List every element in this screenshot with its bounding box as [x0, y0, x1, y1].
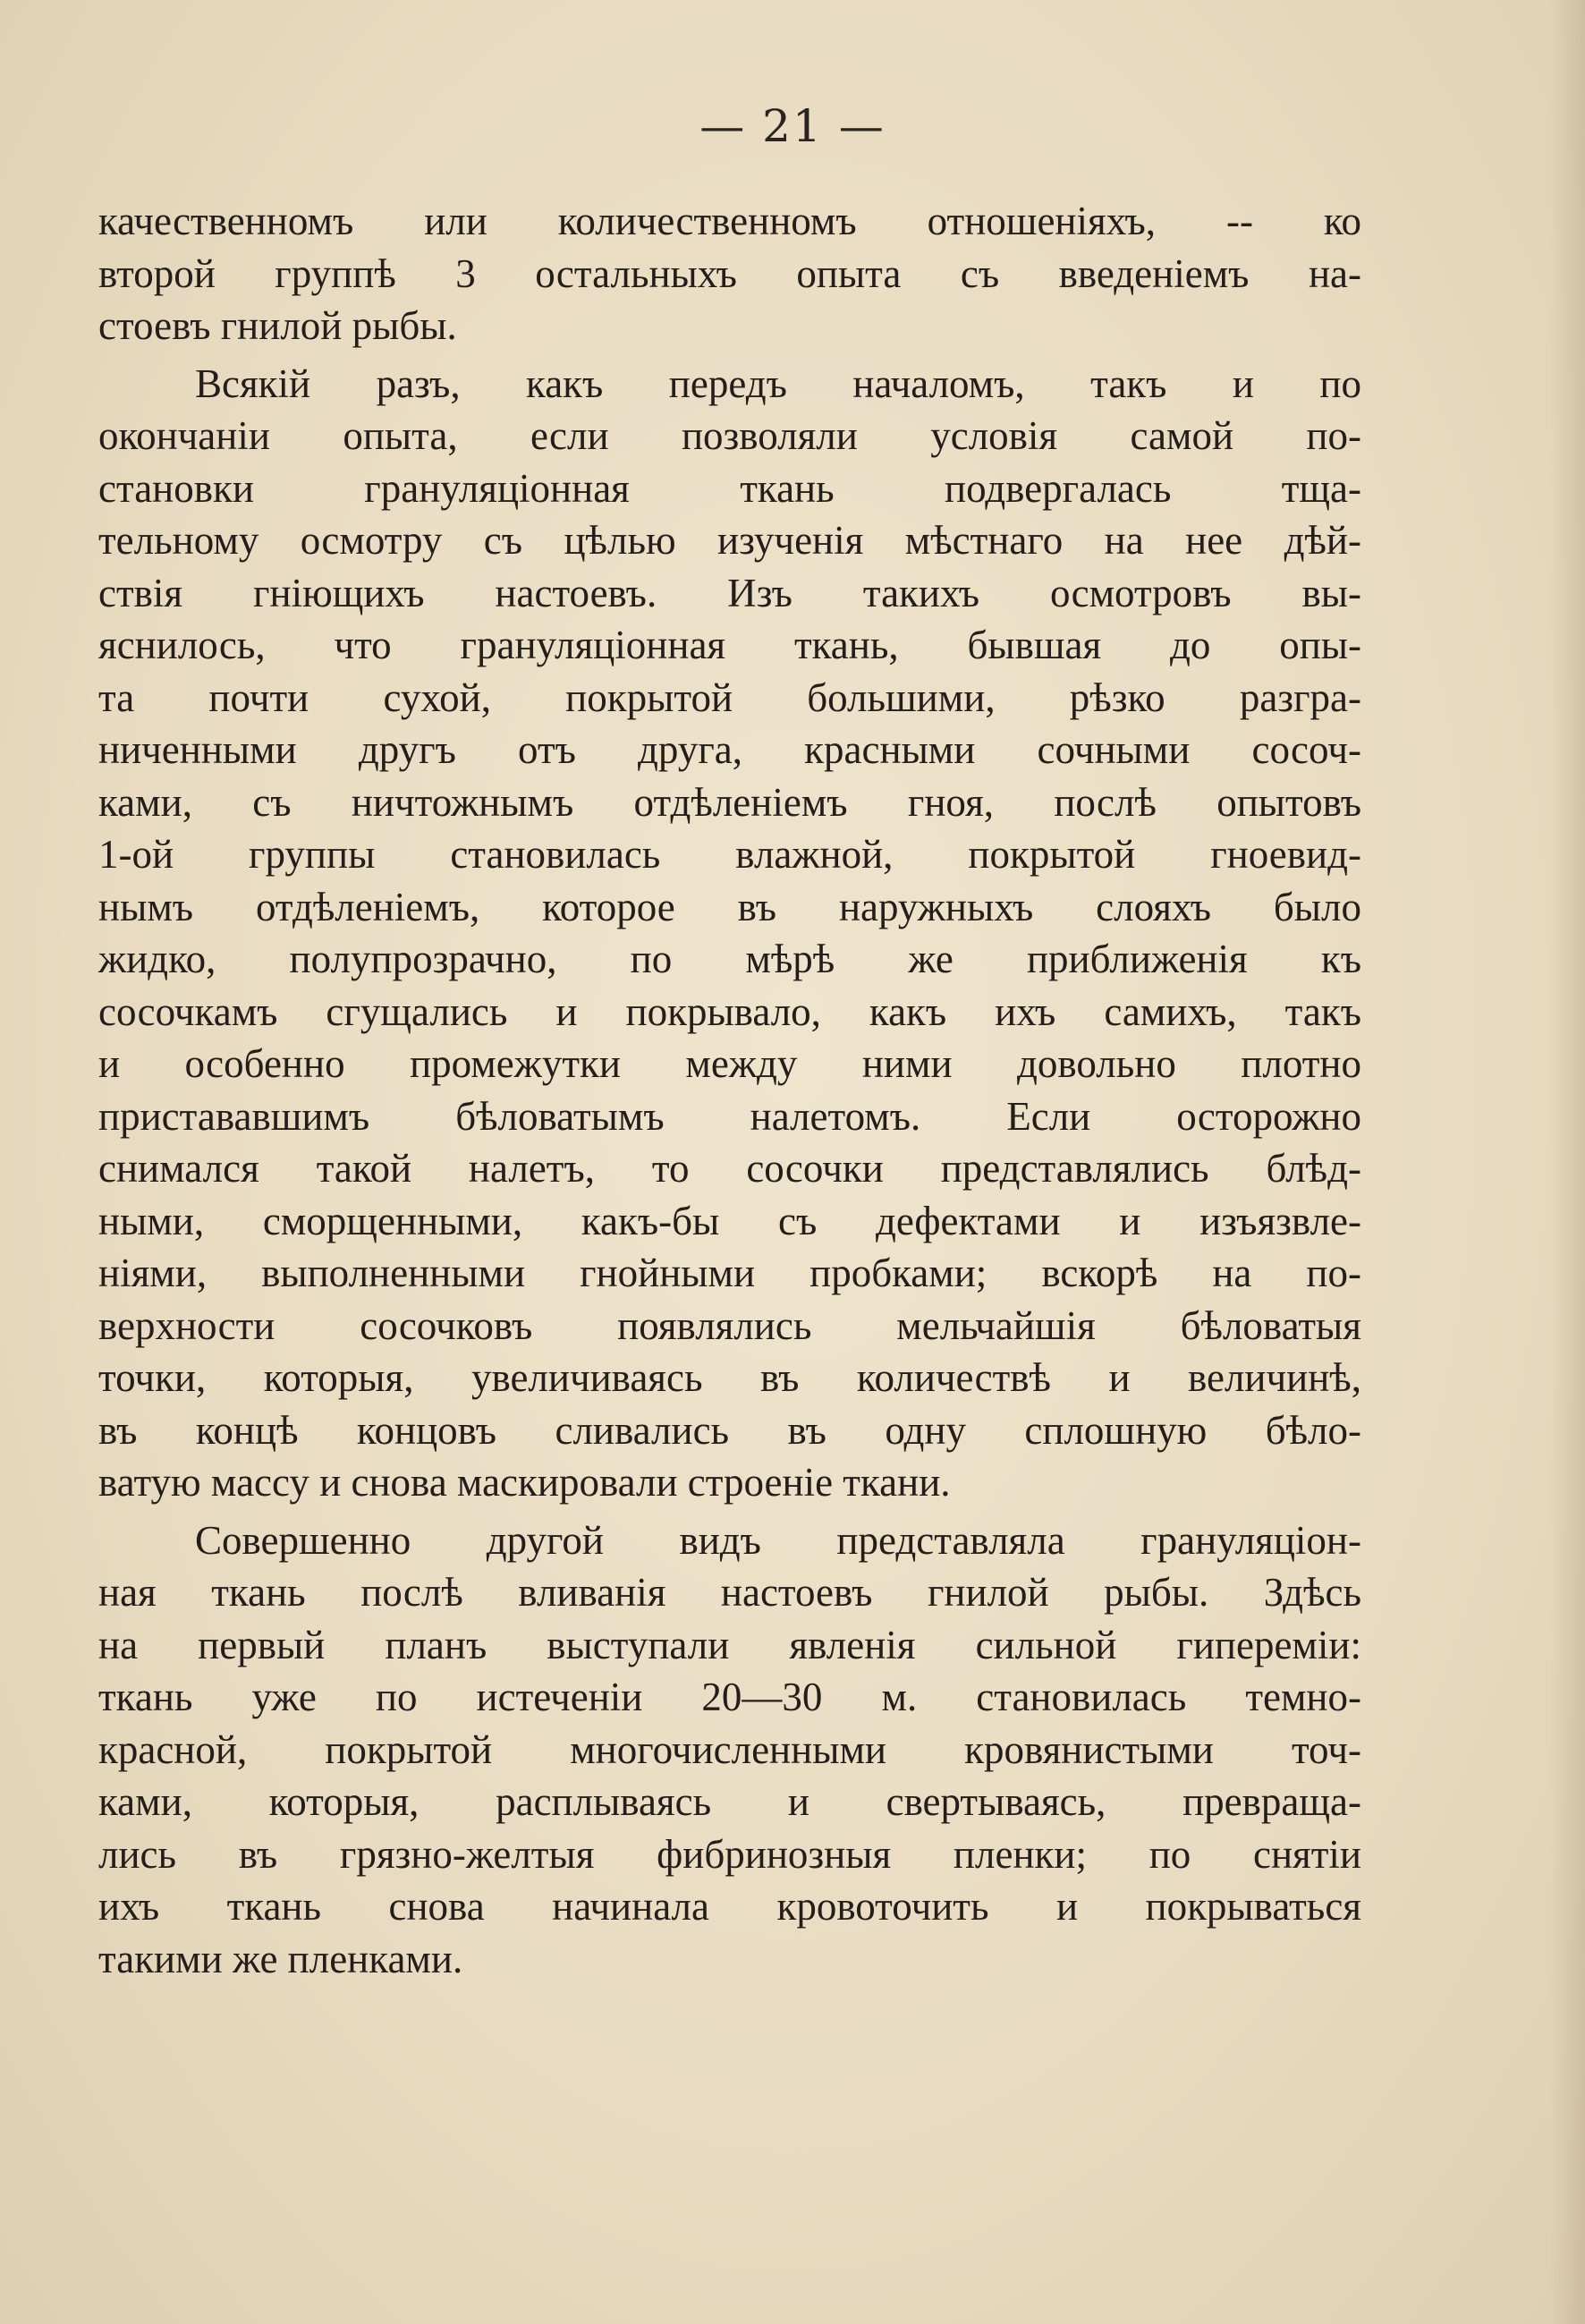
- text-line: окончаніи опыта, если позволяли условія самой по-: [98, 413, 1361, 458]
- text-line: лись въ грязно-желтыя фибринозныя пленки; по снятіи: [98, 1831, 1361, 1877]
- text-line: второй группѣ 3 остальныхъ опыта съ введеніемъ на-: [98, 250, 1361, 296]
- text-line: качественномъ или количественномъ отношеніяхъ, -- ко: [98, 199, 1361, 243]
- text-line: ствія гніющихъ настоевъ. Изъ такихъ осмотровъ вы-: [98, 570, 1361, 615]
- text-line: ками, которыя, расплываясь и свертываясь, превраща-: [98, 1779, 1361, 1824]
- text-line: жидко, полупрозрачно, по мѣрѣ же приближенія къ: [98, 937, 1361, 981]
- text-line: верхности сосочковъ появлялись мельчайшія бѣловатыя: [98, 1302, 1361, 1348]
- text-line: та почти сухой, покрытой большими, рѣзко разгра-: [98, 674, 1361, 720]
- text-line: ками, съ ничтожнымъ отдѣленіемъ гноя, послѣ опытовъ: [98, 779, 1361, 825]
- text-line: ткань уже по истеченіи 20—30 м. становилась темно-: [98, 1675, 1361, 1719]
- text-line: пристававшимъ бѣловатымъ налетомъ. Если осторожно: [98, 1093, 1361, 1139]
- text-line: стоевъ гнилой рыбы.: [98, 303, 457, 348]
- text-line: тельному осмотру съ цѣлью изученія мѣстнаго на нее дѣй-: [98, 518, 1361, 563]
- text-line: ихъ ткань снова начинала кровоточить и покрываться: [98, 1884, 1361, 1929]
- text-line: становки грануляціонная ткань подвергалась тща-: [98, 465, 1361, 511]
- text-line: точки, которыя, увеличиваясь въ количествѣ и величинѣ,: [98, 1355, 1361, 1400]
- text-line: ными, сморщенными, какъ-бы съ дефектами и изъязвле-: [98, 1198, 1361, 1243]
- body-text: [98, 195, 1361, 1985]
- text-line: ниченными другъ отъ друга, красными сочными сосоч-: [98, 727, 1361, 772]
- text-line: яснилось, что грануляціонная ткань, бывшая до опы-: [98, 623, 1361, 667]
- text-line: Всякій разъ, какъ передъ началомъ, такъ и по: [195, 360, 1361, 406]
- text-line: нымъ отдѣленіемъ, которое въ наружныхъ слояхъ было: [98, 884, 1361, 929]
- text-line: 1-ой группы становилась влажной, покрытой гноевид-: [98, 832, 1361, 877]
- text-line: въ концѣ концовъ сливались въ одну сплошную бѣло-: [98, 1407, 1361, 1453]
- text-line: Совершенно другой видъ представляла грануляціон-: [195, 1517, 1361, 1563]
- text-line: ніями, выполненными гнойными пробками; вскорѣ на по-: [98, 1251, 1361, 1295]
- text-line: ная ткань послѣ вливанія настоевъ гнилой рыбы. Здѣсь: [98, 1570, 1361, 1615]
- page-edge-shadow: [1549, 0, 1585, 2324]
- text-line: снимался такой налетъ, то сосочки представлялись блѣд-: [98, 1146, 1361, 1191]
- text-line: на первый планъ выступали явленія сильной гипереміи:: [98, 1622, 1361, 1667]
- text-line: сосочкамъ сгущались и покрывало, какъ ихъ самихъ, такъ: [98, 988, 1361, 1034]
- text-line: красной, покрытой многочисленными кровянистыми точ-: [98, 1726, 1361, 1772]
- page-number: — 21 —: [699, 100, 886, 152]
- text-line: и особенно промежутки между ними довольно плотно: [98, 1041, 1361, 1086]
- text-line: ватую массу и снова маскировали строеніе ткани.: [98, 1460, 951, 1505]
- text-line: такими же пленками.: [98, 1936, 463, 1981]
